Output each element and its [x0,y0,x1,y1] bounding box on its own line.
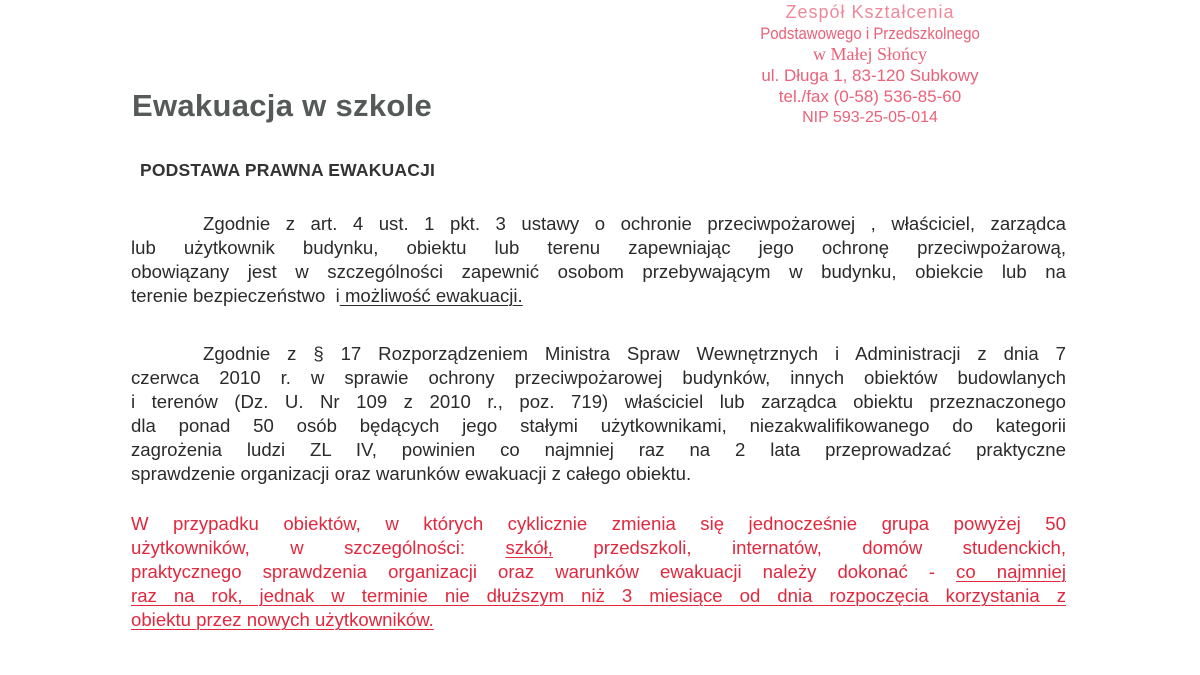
paragraph-school-evacuation-requirement [131,512,1066,632]
text-segment: użytkowników, w szczególności: [131,537,466,558]
paragraph-line: czerwca 2010 r. w sprawie ochrony przeciwpożarowej budynków, innych obiektów budowlanych [131,367,1066,388]
paragraph-line: lub użytkownik budynku, obiektu lub terenu zapewniając jego ochronę przeciwpożarową, [131,237,1066,258]
paragraph-regulation [131,342,1066,486]
paragraph-line: Zgodnie z § 17 Rozporządzeniem Ministra Spraw Wewnętrznych i Administracji z dnia 7 [203,343,1066,364]
stamp-line: w Małej Słońcy [813,44,927,64]
underlined-text: co najmniej [956,561,1066,582]
paragraph-line: sprawdzenie organizacji oraz warunków ewakuacji z całego obiektu. [131,463,692,484]
underlined-text: obiektu przez nowych użytkowników. [131,609,434,630]
paragraph-line [131,284,1066,308]
underlined-text: możliwość ewakuacji. [339,285,523,306]
stamp-line: tel./fax (0-58) 536-85-60 [778,87,962,106]
underlined-text: raz na rok, jednak w terminie nie dłuższym niż 3 miesiące od dnia rozpoczęcia korzystania z [131,585,1066,606]
paragraph-line: zagrożenia ludzi ZL IV, powinien co najmniej raz na 2 lata przeprowadzać praktyczne [131,439,1066,460]
stamp-line: NIP 593-25-05-014 [802,109,938,126]
paragraph-line: dla ponad 50 osób będących jego stałymi użytkownikami, niezakwalifikowanego do kategorii [131,415,1066,436]
paragraph-line [131,608,1066,632]
text-segment: praktycznego sprawdzenia organizacji oraz warunków ewakuacji należy dokonać - [131,561,935,582]
paragraph-line [131,536,1066,560]
stamp-line: Zespół Kształcenia [785,2,955,22]
underlined-text: szkół, [505,537,553,558]
stamp-line: Podstawowego i Przedszkolnego [760,24,980,43]
paragraph-line: obowiązany jest w szczególności zapewnić osobom przebywającym w budynku, obiekcie lub na [131,261,1066,282]
document-title: Ewakuacja w szkole [132,88,433,123]
paragraph-line [131,584,1066,608]
stamp-line: ul. Długa 1, 83-120 Subkowy [761,66,979,85]
text-segment: przedszkoli, internatów, domów studenckich, [593,537,1067,558]
paragraph-line: W przypadku obiektów, w których cyklicznie zmienia się jednocześnie grupa powyżej 50 [131,513,1066,534]
paragraph-line: i terenów (Dz. U. Nr 109 z 2010 r., poz. 719) właściciel lub zarządca obiektu przeznaczonego [131,391,1066,412]
paragraph-fire-protection-act [131,212,1066,308]
section-heading: PODSTAWA PRAWNA EWAKUACJI [140,160,436,180]
paragraph-line [131,560,1066,584]
paragraph-line: Zgodnie z art. 4 ust. 1 pkt. 3 ustawy o ochronie przeciwpożarowej , właściciel, zarządca [203,213,1066,234]
school-stamp [735,2,1005,128]
text-segment: terenie bezpieczeństwo i [131,285,340,306]
